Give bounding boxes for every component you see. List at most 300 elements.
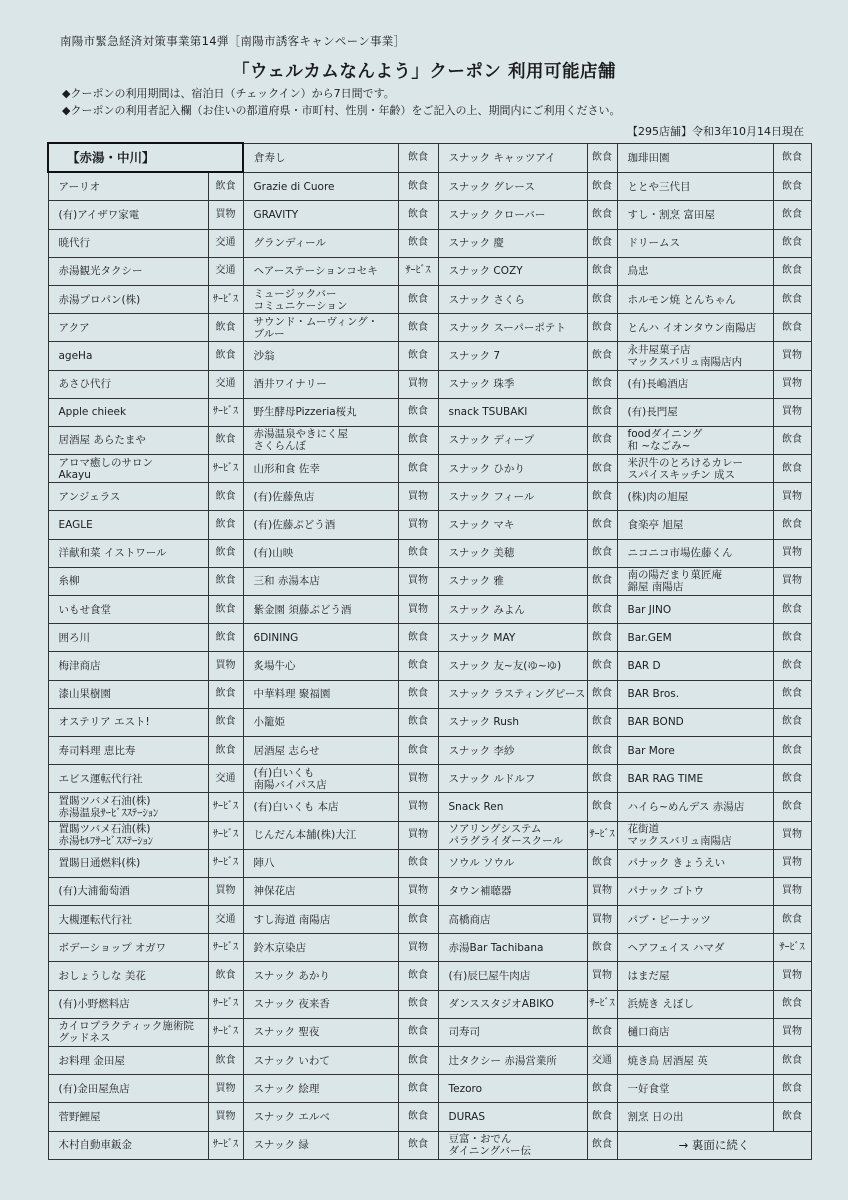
store-name-line: Apple chieek	[58, 406, 127, 419]
store-category: ｻｰﾋﾞｽ	[208, 990, 243, 1018]
table-row	[48, 821, 811, 849]
store-name-line: 居酒屋 あらたまや	[58, 434, 146, 447]
store-name-line: 洋献和菜 イストワール	[58, 547, 167, 560]
store-name-line: じんだん本舗(株)大江	[253, 829, 357, 842]
store-category: 飲食	[398, 1018, 438, 1046]
store-name	[48, 1131, 208, 1159]
store-name-line: ダンススタジオABIKO	[448, 998, 554, 1011]
table-row	[48, 370, 811, 398]
store-category: 買物	[208, 201, 243, 229]
store-category: 飲食	[398, 455, 438, 483]
store-category: 飲食	[773, 596, 811, 624]
store-name-line: ヘアフェイス ハマダ	[627, 941, 725, 954]
table-row	[48, 906, 811, 934]
store-name-line: 梅津商店	[58, 659, 101, 672]
store-name-line: 6DINING	[253, 631, 299, 644]
store-category: 飲食	[773, 793, 811, 821]
store-name-line: お料理 金田屋	[58, 1054, 125, 1067]
store-name	[438, 1018, 587, 1046]
store-name	[438, 426, 587, 454]
store-category: 飲食	[587, 398, 617, 426]
store-name	[48, 229, 208, 257]
store-name-line: スナック 緑	[253, 1139, 309, 1152]
store-name	[243, 1018, 398, 1046]
store-name-line: → 裏面に続く	[678, 1138, 750, 1153]
store-name	[243, 201, 398, 229]
store-name	[617, 793, 773, 821]
store-name-line: BAR Bros.	[627, 688, 680, 701]
store-category: 飲食	[398, 990, 438, 1018]
store-name-line: スナック 7	[448, 349, 501, 362]
table-row	[48, 426, 811, 454]
store-name-line: ヘアーステーションコセキ	[253, 265, 378, 278]
store-name-line: 和 ~なごみ~	[627, 440, 691, 453]
store-name-line: ホルモン焼 とんちゃん	[627, 293, 736, 306]
store-name-line: 三和 赤湯本店	[253, 575, 320, 588]
store-category: 飲食	[208, 736, 243, 764]
store-name	[48, 398, 208, 426]
store-name-line: (有)白いくも	[253, 766, 315, 779]
store-category: 買物	[398, 511, 438, 539]
store-name	[48, 285, 208, 313]
store-category: 買物	[773, 1018, 811, 1046]
store-category: 飲食	[208, 962, 243, 990]
store-name-line: Grazie di Cuore	[253, 180, 335, 193]
table-row	[48, 257, 811, 285]
store-name-line: アクア	[58, 321, 90, 334]
store-category: 飲食	[773, 314, 811, 342]
store-category: 飲食	[587, 596, 617, 624]
store-name	[48, 934, 208, 962]
table-row	[48, 1075, 811, 1103]
store-name	[243, 1047, 398, 1075]
store-name-line: 陣八	[253, 857, 275, 870]
store-category: 飲食	[398, 1075, 438, 1103]
store-name	[48, 1018, 208, 1046]
store-name	[243, 567, 398, 595]
store-name	[438, 1131, 587, 1159]
store-category: 飲食	[208, 483, 243, 511]
table-row	[48, 708, 811, 736]
store-name	[243, 455, 398, 483]
store-category: 飲食	[773, 1075, 811, 1103]
store-category: 交通	[208, 257, 243, 285]
store-name-line: 置賜ツバメ石油(株)	[58, 794, 151, 807]
store-name	[438, 877, 587, 905]
store-name	[617, 765, 773, 793]
store-name-line: (有)山映	[253, 547, 294, 560]
store-name	[48, 455, 208, 483]
store-name	[617, 567, 773, 595]
store-name	[48, 483, 208, 511]
store-name-line: スナック 夜来香	[253, 998, 330, 1011]
table-row	[48, 172, 811, 201]
store-name	[243, 821, 398, 849]
store-category: 買物	[398, 483, 438, 511]
store-category: 飲食	[587, 652, 617, 680]
store-name	[438, 285, 587, 313]
store-category: 飲食	[208, 342, 243, 370]
store-name-line: スナック グレース	[448, 180, 535, 193]
store-name-line: ブルー	[253, 327, 285, 340]
store-name-line: 暁代行	[58, 237, 90, 250]
store-name	[48, 342, 208, 370]
store-name-line: foodダイニング	[627, 428, 703, 441]
store-category: 買物	[587, 877, 617, 905]
store-category: 飲食	[587, 455, 617, 483]
store-name	[438, 172, 587, 201]
table-row	[48, 229, 811, 257]
store-name	[48, 1103, 208, 1131]
store-name-line: 焼き鳥 居酒屋 英	[627, 1054, 708, 1067]
store-name	[48, 765, 208, 793]
continued-note	[617, 1131, 811, 1159]
store-name	[48, 906, 208, 934]
store-name-line: 南の陽だまり菓匠庵	[627, 569, 723, 582]
store-name	[438, 314, 587, 342]
store-category: 飲食	[587, 257, 617, 285]
store-name-line: (有)アイザワ家電	[58, 208, 140, 221]
store-category: ｻｰﾋﾞｽ	[208, 1018, 243, 1046]
store-name-line: ソウル ソウル	[448, 857, 515, 870]
store-name-line: 山形和食 佐幸	[253, 462, 320, 475]
store-name	[243, 906, 398, 934]
store-name	[243, 143, 398, 172]
store-name	[438, 596, 587, 624]
table-row	[48, 990, 811, 1018]
store-category: 飲食	[208, 314, 243, 342]
store-name	[48, 426, 208, 454]
store-name-line: いもせ食堂	[58, 603, 111, 616]
store-name-line: スナック 絵理	[253, 1082, 320, 1095]
store-name	[617, 934, 773, 962]
store-name-line: ボデーショップ オガワ	[58, 941, 167, 954]
store-name	[438, 1075, 587, 1103]
store-category: 飲食	[773, 257, 811, 285]
store-name-line: 赤湯温泉ｻｰﾋﾞｽｽﾃｰｼｮﾝ	[58, 806, 159, 819]
store-category: ｻｰﾋﾞｽ	[773, 934, 811, 962]
store-name	[243, 877, 398, 905]
table-row	[48, 934, 811, 962]
store-name	[243, 1131, 398, 1159]
store-category: ｻｰﾋﾞｽ	[208, 285, 243, 313]
store-name-line: 割烹 日の出	[627, 1110, 684, 1123]
store-name-line: 野生酵母Pizzeria桜丸	[253, 406, 357, 419]
store-category: 飲食	[398, 398, 438, 426]
store-category: ｻｰﾋﾞｽ	[208, 398, 243, 426]
table-row	[48, 596, 811, 624]
store-name	[48, 680, 208, 708]
store-category: 飲食	[208, 624, 243, 652]
store-category: ｻｰﾋﾞｽ	[208, 793, 243, 821]
table-row	[48, 567, 811, 595]
store-name-line: 赤湯Bar Tachibana	[448, 941, 544, 954]
store-name	[438, 1103, 587, 1131]
store-name-line: スナック Rush	[448, 716, 520, 729]
store-name-line: スナック エルベ	[253, 1110, 330, 1123]
store-name	[617, 1103, 773, 1131]
store-category: 買物	[773, 821, 811, 849]
store-name	[617, 1018, 773, 1046]
store-name-line: 司寿司	[448, 1026, 481, 1039]
store-category: 飲食	[398, 539, 438, 567]
table-row	[48, 1131, 811, 1159]
store-name	[48, 877, 208, 905]
store-name-line: (有)長門屋	[627, 406, 678, 419]
store-name-line: アーリオ	[58, 180, 101, 193]
store-category: 飲食	[587, 934, 617, 962]
store-category: 買物	[398, 567, 438, 595]
table-row	[48, 962, 811, 990]
store-name	[617, 539, 773, 567]
store-category: 買物	[398, 793, 438, 821]
store-category: 交通	[208, 765, 243, 793]
store-category: 飲食	[587, 708, 617, 736]
store-name-line: 南陽バイパス店	[253, 778, 327, 791]
store-name-line: (有)佐藤魚店	[253, 490, 315, 503]
store-name	[48, 624, 208, 652]
store-category: 飲食	[587, 765, 617, 793]
store-name	[617, 398, 773, 426]
store-category: 飲食	[398, 143, 438, 172]
store-category: ｻｰﾋﾞｽ	[208, 821, 243, 849]
store-name-line: アロマ癒しのサロン	[58, 456, 153, 469]
store-name-line: ageHa	[58, 349, 93, 362]
store-category: 飲食	[398, 962, 438, 990]
store-name-line: スナック COZY	[448, 265, 523, 278]
store-name-line: タウン補聴器	[448, 885, 512, 898]
store-name	[243, 652, 398, 680]
store-table	[47, 142, 812, 1160]
store-name	[243, 736, 398, 764]
store-category: 飲食	[773, 1103, 811, 1131]
store-name	[48, 990, 208, 1018]
store-name	[438, 539, 587, 567]
store-category: ｻｰﾋﾞｽ	[208, 1131, 243, 1159]
store-category: 買物	[773, 539, 811, 567]
store-name-line: あさひ代行	[58, 378, 111, 391]
store-name-line: BAR RAG TIME	[627, 772, 704, 785]
table-row	[48, 877, 811, 905]
store-name	[438, 201, 587, 229]
store-name-line: スナック あかり	[253, 970, 330, 983]
store-name	[243, 426, 398, 454]
store-name	[617, 821, 773, 849]
store-name-line: ハイら~めんデス 赤湯店	[627, 800, 745, 813]
store-name-line: パナック きょうえい	[627, 857, 726, 870]
store-category: 買物	[398, 877, 438, 905]
store-name-line: スナック 李紗	[448, 744, 515, 757]
store-name-line: 囲ろ川	[58, 631, 90, 644]
store-category: 飲食	[587, 736, 617, 764]
store-name	[617, 990, 773, 1018]
store-name-line: 高橋商店	[448, 913, 491, 926]
store-name-line: スナック クローバー	[448, 208, 546, 221]
store-name	[617, 370, 773, 398]
store-name-line: スナック スーパーポテト	[448, 321, 566, 334]
store-name-line: (有)大浦葡萄酒	[58, 885, 130, 898]
store-name	[617, 455, 773, 483]
store-name	[243, 483, 398, 511]
store-category: 飲食	[208, 680, 243, 708]
store-name	[438, 567, 587, 595]
store-category: 飲食	[773, 708, 811, 736]
store-name-line: スナック ひかり	[448, 462, 525, 475]
store-category: 飲食	[398, 229, 438, 257]
store-name-line: GRAVITY	[253, 208, 299, 221]
table-row	[48, 736, 811, 764]
store-category: 買物	[398, 596, 438, 624]
store-name-line: スナック MAY	[448, 631, 516, 644]
store-name	[48, 596, 208, 624]
table-row	[48, 1103, 811, 1131]
store-name-line: 菅野鯉屋	[58, 1110, 101, 1123]
store-name	[48, 172, 208, 201]
store-name-line: 置賜ツバメ石油(株)	[58, 823, 151, 836]
store-category: 飲食	[587, 539, 617, 567]
store-category: 飲食	[587, 229, 617, 257]
store-category: 飲食	[398, 652, 438, 680]
store-category: ｻｰﾋﾞｽ	[587, 821, 617, 849]
store-category: 飲食	[587, 1131, 617, 1159]
store-category: 買物	[773, 342, 811, 370]
store-name	[48, 708, 208, 736]
store-name-line: スナック ラスティングピース	[448, 688, 586, 701]
store-category: 買物	[398, 765, 438, 793]
store-name	[48, 257, 208, 285]
store-category: 飲食	[587, 370, 617, 398]
store-name-line: 珈琲田園	[627, 151, 670, 164]
store-name-line: BAR BOND	[627, 716, 684, 729]
store-name	[243, 934, 398, 962]
store-category: 飲食	[587, 793, 617, 821]
store-name	[48, 652, 208, 680]
store-name-line: スナック フィール	[448, 490, 535, 503]
table-row	[48, 483, 811, 511]
store-name-line: 鳥忠	[627, 265, 649, 278]
store-name-line: 浜焼き えぼし	[627, 998, 694, 1011]
store-name-line: (株)肉の旭屋	[627, 490, 689, 503]
store-name	[438, 257, 587, 285]
store-name-line: 赤湯ｾﾙﾌｻｰﾋﾞｽｽﾃｰｼｮﾝ	[58, 835, 153, 848]
store-name	[243, 285, 398, 313]
store-name	[48, 821, 208, 849]
store-category: 飲食	[587, 426, 617, 454]
store-category: 飲食	[587, 143, 617, 172]
store-category: 飲食	[587, 1075, 617, 1103]
store-name	[438, 680, 587, 708]
store-name	[438, 962, 587, 990]
store-category: 飲食	[587, 172, 617, 201]
store-name	[617, 285, 773, 313]
store-name-line: スナック マキ	[448, 519, 515, 532]
store-category: 交通	[208, 229, 243, 257]
store-name-line: 居酒屋 志らせ	[253, 744, 320, 757]
store-category: 飲食	[773, 765, 811, 793]
store-name-line: アンジェラス	[58, 490, 121, 503]
store-name	[243, 539, 398, 567]
store-name	[438, 398, 587, 426]
store-category: 飲食	[587, 1018, 617, 1046]
store-category: ｻｰﾋﾞｽ	[208, 455, 243, 483]
store-category: 飲食	[587, 483, 617, 511]
store-category: 飲食	[208, 511, 243, 539]
store-category: 飲食	[587, 201, 617, 229]
store-name	[438, 370, 587, 398]
store-name	[438, 821, 587, 849]
store-name	[438, 483, 587, 511]
store-name-line: サウンド・ムーヴィング・	[253, 315, 379, 328]
store-category: 飲食	[208, 708, 243, 736]
store-name	[243, 708, 398, 736]
store-name	[617, 1047, 773, 1075]
store-category: 飲食	[398, 849, 438, 877]
store-name-line: 倉寿し	[254, 151, 286, 164]
store-name	[617, 708, 773, 736]
store-name	[617, 314, 773, 342]
store-category: 飲食	[398, 285, 438, 313]
store-category: 飲食	[208, 1047, 243, 1075]
program-line: 南陽市緊急経済対策事業第14弾［南陽市誘客キャンペーン事業］	[60, 34, 406, 48]
store-name-line: 大槻運転代行社	[58, 913, 132, 926]
store-name	[48, 1075, 208, 1103]
store-name-line: DURAS	[448, 1110, 486, 1123]
table-row	[48, 849, 811, 877]
store-name	[48, 511, 208, 539]
store-name	[438, 849, 587, 877]
store-name-line: スナック ディープ	[448, 434, 535, 447]
store-name	[438, 765, 587, 793]
store-name	[617, 426, 773, 454]
store-name-line: 錦屋 南陽店	[627, 581, 684, 594]
store-name	[48, 370, 208, 398]
store-name-line: 置賜日通燃料(株)	[58, 857, 141, 870]
table-row	[48, 539, 811, 567]
store-name-line: ミュージックバー	[253, 287, 337, 300]
store-name	[617, 906, 773, 934]
store-name-line: オステリア エスト!	[58, 716, 150, 729]
table-row	[48, 1047, 811, 1075]
store-name	[438, 511, 587, 539]
store-name-line: 炙場牛心	[253, 659, 296, 672]
store-category: ｻｰﾋﾞｽ	[208, 934, 243, 962]
store-name	[243, 398, 398, 426]
store-name	[617, 849, 773, 877]
store-name-line: カイロプラクティック施術院	[58, 1020, 194, 1033]
store-name	[243, 229, 398, 257]
table-row	[48, 143, 811, 172]
store-name-line: 永井屋菓子店	[627, 343, 691, 356]
store-name-line: Akayu	[58, 468, 91, 481]
store-name-line: BAR D	[627, 659, 661, 672]
store-category: 交通	[208, 906, 243, 934]
store-name-line: さくらんぼ	[253, 440, 307, 453]
store-category: 飲食	[773, 201, 811, 229]
table-row	[48, 342, 811, 370]
store-category: 飲食	[773, 229, 811, 257]
store-name	[617, 257, 773, 285]
store-category: 飲食	[587, 511, 617, 539]
store-name	[48, 1047, 208, 1075]
store-name	[48, 567, 208, 595]
store-name	[243, 765, 398, 793]
store-category: 飲食	[773, 1047, 811, 1075]
store-category: 飲食	[587, 849, 617, 877]
store-name	[48, 201, 208, 229]
store-name	[617, 596, 773, 624]
store-name-line: (有)長嶋酒店	[627, 378, 689, 391]
store-name-line: 食楽亭 旭屋	[627, 519, 684, 532]
